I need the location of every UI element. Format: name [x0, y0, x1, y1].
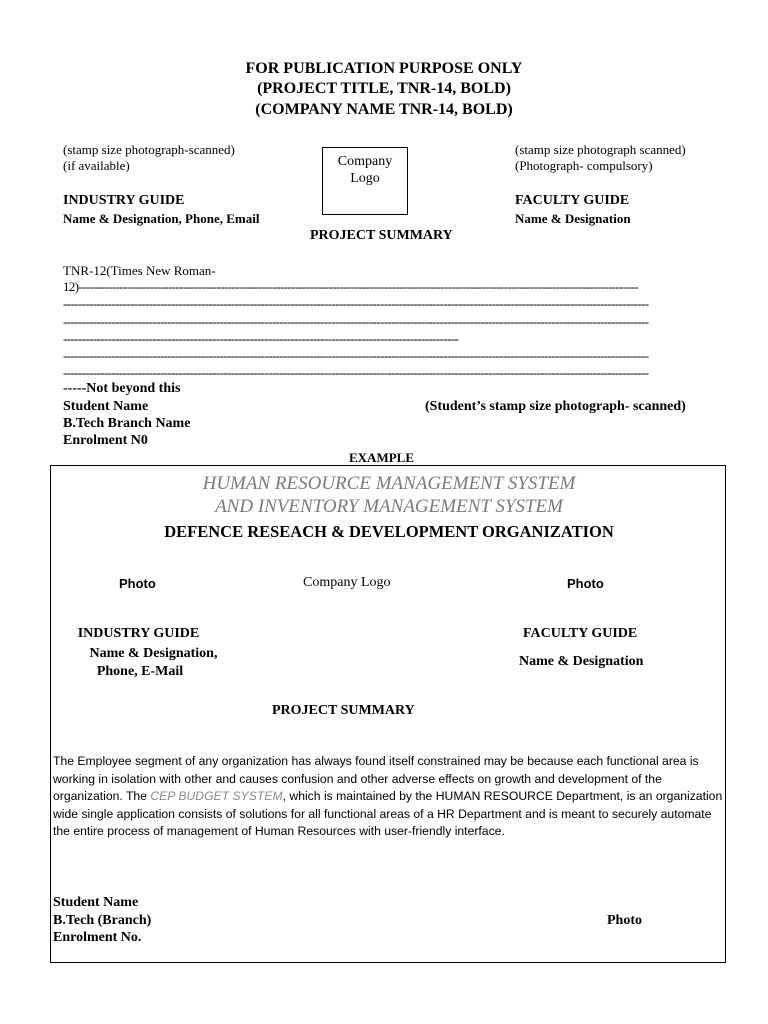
example-box [50, 465, 726, 963]
example-label: EXAMPLE [349, 450, 414, 465]
dash-line-4: ------------------------------------------------------------------------------------------------------------------------------------------------------------- [63, 314, 649, 329]
example-industry-guide-heading: INDUSTRY GUIDE [77, 626, 200, 641]
dash-line-6: ------------------------------------------------------------------------------------------------------------------------------------------------------------- [63, 348, 649, 363]
header-line-1: FOR PUBLICATION PURPOSE ONLY [245, 60, 523, 77]
example-photo-right: Photo [567, 576, 604, 591]
example-industry-guide-detail-1: Name & Designation, [89, 646, 218, 661]
right-photo-note-1: (stamp size photograph scanned) [515, 142, 686, 157]
summary-text-2: , which is maintained by the HUMAN RESOURCE Department, is an organization wide single application consists of solutions for all functional areas of a HR Department and is meant to securely automate the entire process of management of Human Resources with user-friendly interface. [53, 789, 723, 839]
example-faculty-guide-heading: FACULTY GUIDE [523, 626, 638, 641]
not-beyond-note: -----Not beyond this [63, 381, 181, 396]
header-line-2: (PROJECT TITLE, TNR-14, BOLD) [257, 80, 511, 97]
template-enrolment: Enrolment N0 [63, 433, 148, 448]
example-title-line-2: AND INVENTORY MANAGEMENT SYSTEM [215, 496, 563, 517]
company-logo-placeholder [322, 147, 408, 215]
example-branch: B.Tech (Branch) [53, 913, 152, 928]
example-student-name: Student Name [53, 895, 139, 910]
tnr-line-1: TNR-12(Times New Roman- [63, 263, 216, 278]
example-photo-left: Photo [119, 576, 156, 591]
example-faculty-guide-detail: Name & Designation [519, 654, 644, 669]
example-enrolment: Enrolment No. [53, 930, 142, 945]
example-photo-bottom: Photo [607, 913, 642, 928]
template-student-name: Student Name [63, 399, 149, 414]
header-line-3: (COMPANY NAME TNR-14, BOLD) [255, 101, 513, 118]
tnr-line-2: 12)------------------------------------------------------------------------------------------------------------------------------------------------------ [63, 279, 638, 294]
example-company-name: DEFENCE RESEACH & DEVELOPMENT ORGANIZATION [164, 522, 614, 541]
company-logo-text-1: Company [337, 154, 393, 169]
right-photo-note-2: (Photograph- compulsory) [515, 158, 653, 173]
company-logo-text-2: Logo [350, 171, 380, 186]
project-summary-heading: PROJECT SUMMARY [310, 228, 453, 243]
left-photo-note-1: (stamp size photograph-scanned) [63, 142, 235, 157]
faculty-guide-detail: Name & Designation [515, 211, 631, 226]
industry-guide-detail: Name & Designation, Phone, Email [63, 211, 260, 226]
student-photo-note: (Student’s stamp size photograph- scanned) [425, 399, 686, 414]
example-title-line-1: HUMAN RESOURCE MANAGEMENT SYSTEM [202, 473, 576, 494]
dash-line-7: ------------------------------------------------------------------------------------------------------------------------------------------------------------- [63, 365, 649, 380]
faculty-guide-heading: FACULTY GUIDE [515, 193, 630, 208]
summary-highlight: CEP BUDGET SYSTEM [150, 789, 283, 804]
left-photo-note-2: (if available) [63, 158, 130, 173]
example-summary-paragraph [53, 753, 723, 841]
template-branch: B.Tech Branch Name [63, 416, 191, 431]
dash-line-5: ---------------------------------------------------------------------------------------------------------- [63, 331, 459, 346]
example-project-summary-heading: PROJECT SUMMARY [272, 703, 415, 718]
dash-line-3: ------------------------------------------------------------------------------------------------------------------------------------------------------------- [63, 296, 649, 311]
summary-text-1: The Employee segment of any organization has always found itself constrained may be because each functional area is working in isolation with other and causes confusion and other adverse effects on growth and development of the organization. The [53, 754, 699, 804]
industry-guide-heading: INDUSTRY GUIDE [63, 193, 185, 208]
example-company-logo: Company Logo [303, 575, 391, 590]
example-industry-guide-detail-2: Phone, E-Mail [96, 664, 184, 679]
